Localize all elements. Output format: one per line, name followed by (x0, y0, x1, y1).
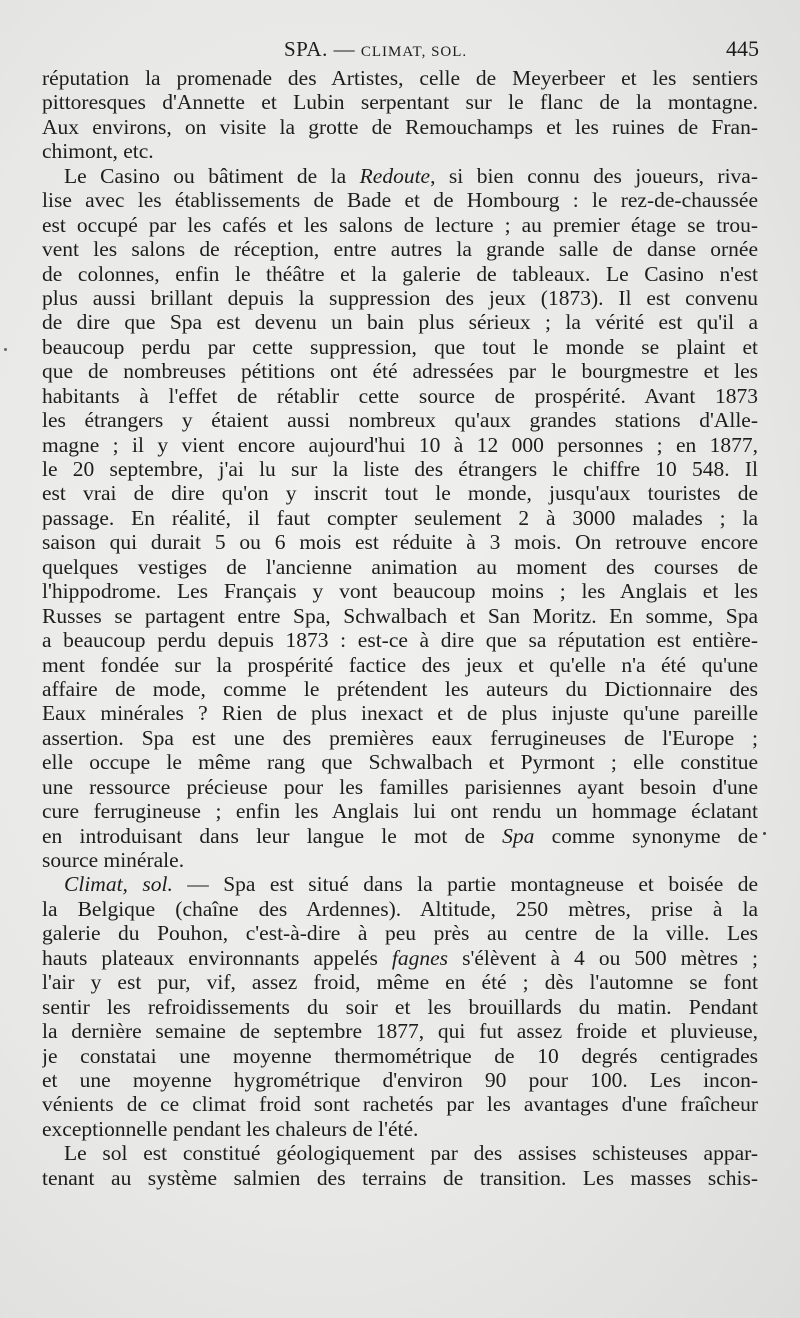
text-line: Le sol est constitué géologiquement par des assises schisteuses appar- (64, 1141, 758, 1166)
text-line: sentir les refroidissements du soir et les brouillards du matin. Pendant (42, 994, 758, 1019)
text-line: affaire de mode, comme le prétendent les auteurs du Dictionnaire des (42, 676, 758, 701)
text-line: la Belgique (chaîne des Ardennes). Altitude, 250 mètres, prise à la (42, 896, 758, 921)
text-line: Russes se partagent entre Spa, Schwalbach et San Moritz. En somme, Spa (42, 603, 758, 628)
text-line: est vrai de dire qu'on y inscrit tout le monde, jusqu'aux touristes de (42, 481, 758, 506)
italic-term: Redoute (359, 163, 431, 188)
text-line: saison qui durait 5 ou 6 mois est réduite à 3 mois. On retrouve encore (42, 530, 758, 555)
text-line: une ressource précieuse pour les familles parisiennes ayant besoin d'une (42, 774, 758, 799)
body-text (42, 66, 758, 1190)
text-line: elle occupe le même rang que Schwalbach et Pyrmont ; elle constitue (42, 750, 758, 775)
page-number: 445 (726, 36, 759, 61)
text-line: la dernière semaine de septembre 1877, qui fut assez froide et pluvieuse, (42, 1019, 758, 1044)
text-line: de colonnes, enfin le théâtre et la galerie de tableaux. Le Casino n'est (42, 261, 758, 286)
italic-term: Climat, sol. (64, 872, 173, 897)
text-line: ment fondée sur la prospérité factice des jeux et qu'elle n'a été qu'une (42, 652, 758, 677)
text-line: Climat, sol. — Spa est situé dans la partie montagneuse et boisée de (64, 872, 758, 897)
text-line: le 20 septembre, j'ai lu sur la liste des étrangers le chiffre 10 548. Il (42, 457, 758, 481)
italic-term: Spa (502, 823, 535, 848)
text-line: vénients de ce climat froid sont rachetés par les avantages d'une fraîcheur (42, 1092, 758, 1117)
text-line: magne ; il y vient encore aujourd'hui 10 à 12 000 personnes ; en 1877, (42, 432, 758, 457)
text-line: a beaucoup perdu depuis 1873 : est-ce à dire que sa réputation est entière- (42, 628, 758, 653)
running-head-dash: — (333, 37, 356, 61)
margin-speck (4, 348, 7, 351)
text-line: passage. En réalité, il faut compter seulement 2 à 3000 malades ; la (42, 505, 758, 530)
text-line: Aux environs, on visite la grotte de Remouchamps et les ruines de Fran- (42, 114, 758, 139)
running-head-title: SPA. (284, 37, 328, 61)
text-line: Eaux minérales ? Rien de plus inexact et de plus injuste qu'une pareille (42, 701, 758, 726)
text-line: l'hippodrome. Les Français y vont beaucoup moins ; les Anglais et les (42, 579, 758, 604)
running-head (284, 34, 467, 67)
page-header (0, 34, 800, 64)
italic-term: fagnes (391, 945, 449, 970)
text-line: en introduisant dans leur langue le mot de Spa comme synonyme de (42, 823, 758, 848)
text-line: que de nombreuses pétitions ont été adressées par le bourgmestre et les (42, 359, 758, 384)
text-line: de dire que Spa est devenu un bain plus sérieux ; la vérité est qu'il a (42, 310, 758, 335)
text-line: hauts plateaux environnants appelés fagnes s'élèvent à 4 ou 500 mètres ; (42, 945, 758, 970)
text-line: est occupé par les cafés et les salons de lecture ; au premier étage se trou- (42, 212, 758, 237)
text-line: cure ferrugineuse ; enfin les Anglais lui ont rendu un hommage éclatant (42, 799, 758, 824)
margin-speck (763, 832, 766, 835)
text-line: l'air y est pur, vif, assez froid, même en été ; dès l'automne se font (42, 970, 758, 995)
text-line: quelques vestiges de l'ancienne animation au moment des courses de (42, 554, 758, 579)
text-line: Le Casino ou bâtiment de la Redoute, si bien connu des joueurs, riva- (64, 163, 758, 188)
running-head-section: CLIMAT, SOL. (360, 44, 468, 60)
text-line: source minérale. (42, 848, 185, 872)
text-line: vent les salons de réception, entre autres la grande salle de danse ornée (42, 237, 758, 262)
text-line: plus aussi brillant depuis la suppression des jeux (1873). Il est convenu (42, 285, 758, 310)
text-line: beaucoup perdu par cette suppression, que tout le monde se plaint et (42, 334, 758, 359)
text-line: pittoresques d'Annette et Lubin serpentant sur le flanc de la montagne. (42, 90, 758, 115)
text-line: je constatai une moyenne thermométrique de 10 degrés centigrades (42, 1043, 758, 1068)
text-line: habitants à l'effet de rétablir cette source de prospérité. Avant 1873 (42, 383, 758, 408)
text-line: assertion. Spa est une des premières eaux ferrugineuses de l'Europe ; (42, 725, 758, 750)
text-line: lise avec les établissements de Bade et de Hombourg : le rez-de-chaussée (42, 188, 758, 213)
text-line: chimont, etc. (42, 139, 154, 164)
text-line: les étrangers y étaient aussi nombreux qu'aux grandes stations d'Alle- (42, 408, 758, 433)
text-line: galerie du Pouhon, c'est-à-dire à peu près au centre de la ville. Les (42, 921, 758, 946)
text-line: réputation la promenade des Artistes, celle de Meyerbeer et les sentiers (42, 66, 758, 90)
text-line: et une moyenne hygrométrique d'environ 90 pour 100. Les incon- (42, 1067, 758, 1092)
text-line: tenant au système salmien des terrains de transition. Les masses schis- (42, 1165, 758, 1190)
text-line: exceptionnelle pendant les chaleurs de l'été. (42, 1116, 419, 1141)
